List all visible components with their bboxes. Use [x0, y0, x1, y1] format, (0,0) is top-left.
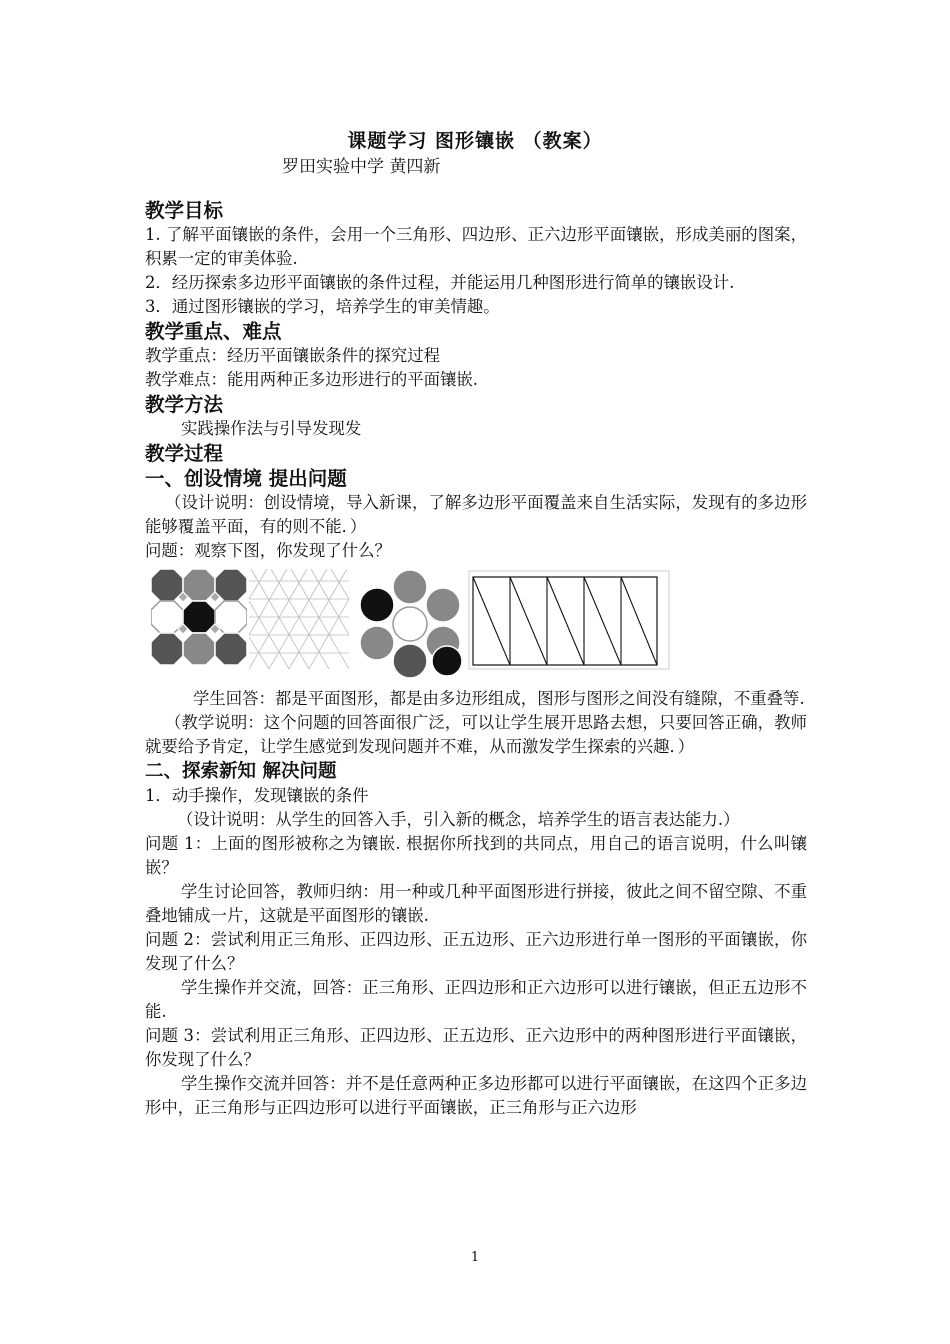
answer-2: 学生操作并交流，回答：正三角形、正四边形和正六边形可以进行镶嵌，但正五边形不能. — [145, 978, 807, 1021]
goal-3: 3．通过图形镶嵌的学习，培养学生的审美情趣。 — [145, 297, 500, 316]
square-diagonal-figure — [467, 569, 671, 673]
question-2: 问题 2：尝试利用正三角形、正四边形、正五边形、正六边形进行单一图形的平面镶嵌，你发现了什么？ — [145, 930, 807, 973]
heading-method: 教学方法 — [145, 393, 224, 416]
octagon-tiling-figure — [151, 569, 247, 665]
document-title: 课题学习 图形镶嵌 （教案） — [347, 130, 603, 152]
heading-part-1: 一、创设情境 提出问题 — [145, 467, 347, 490]
method-text: 实践操作法与引导发现发 — [181, 419, 362, 438]
goal-2: 2．经历探索多边形平面镶嵌的条件过程，并能运用几种图形进行简单的镶嵌设计. — [145, 273, 735, 292]
part1-design-note: （设计说明：创设情境，导入新课，了解多边形平面覆盖来自生活实际，发现有的多边形能够覆盖平面，有的则不能．） — [145, 493, 807, 536]
part1-teaching-note: （教学说明：这个问题的回答面很广泛，可以让学生展开思路去想，只要回答正确，教师就要给予肯定，让学生感觉到发现问题并不难，从而激发学生探索的兴趣．） — [145, 713, 807, 756]
heading-key-points: 教学重点、难点 — [145, 320, 282, 343]
heading-process: 教学过程 — [145, 442, 224, 465]
circle-ring-figure — [355, 569, 465, 679]
heading-part-2: 二、探索新知 解决问题 — [145, 761, 337, 782]
part2-design-note: （设计说明：从学生的回答入手，引入新的概念，培养学生的语言表达能力.） — [177, 810, 740, 829]
answer-3: 学生操作交流并回答：并不是任意两种正多边形都可以进行平面镶嵌，在这四个正多边形中，正三角形与正四边形可以进行平面镶嵌，正三角形与正六边形 — [145, 1074, 807, 1117]
author-line: 罗田实验中学 黄四新 — [282, 157, 441, 177]
question-3: 问题 3：尝试利用正三角形、正四边形、正五边形、正六边形中的两种图形进行平面镶嵌，你发现了什么？ — [145, 1026, 807, 1069]
key-point: 教学重点：经历平面镶嵌条件的探究过程 — [145, 346, 441, 365]
tessellation-figures — [145, 569, 807, 681]
goal-1: 1. 了解平面镶嵌的条件，会用一个三角形、四边形、正六边形平面镶嵌，形成美丽的图案，积累一定的审美体验. — [145, 225, 807, 268]
part1-student-answer: 学生回答：都是平面图形，都是由多边形组成，图形与图形之间没有缝隙，不重叠等. — [193, 689, 805, 708]
question-1: 问题 1：上面的图形被称之为镶嵌. 根据你所找到的共同点，用自己的语言说明，什么叫镶嵌？ — [145, 834, 807, 877]
part1-question: 问题：观察下图，你发现了什么？ — [145, 541, 391, 560]
triangle-line-pattern-figure — [249, 569, 349, 669]
part2-subheading: 1．动手操作，发现镶嵌的条件 — [145, 786, 369, 805]
difficult-point: 教学难点：能用两种正多边形进行的平面镶嵌. — [145, 370, 479, 389]
document-body — [145, 198, 807, 1120]
answer-1: 学生讨论回答，教师归纳：用一种或几种平面图形进行拼接，彼此之间不留空隙、不重叠地铺成一片，这就是平面图形的镶嵌. — [145, 882, 807, 925]
heading-goals: 教学目标 — [145, 199, 224, 222]
page-number: 1 — [470, 1250, 480, 1265]
